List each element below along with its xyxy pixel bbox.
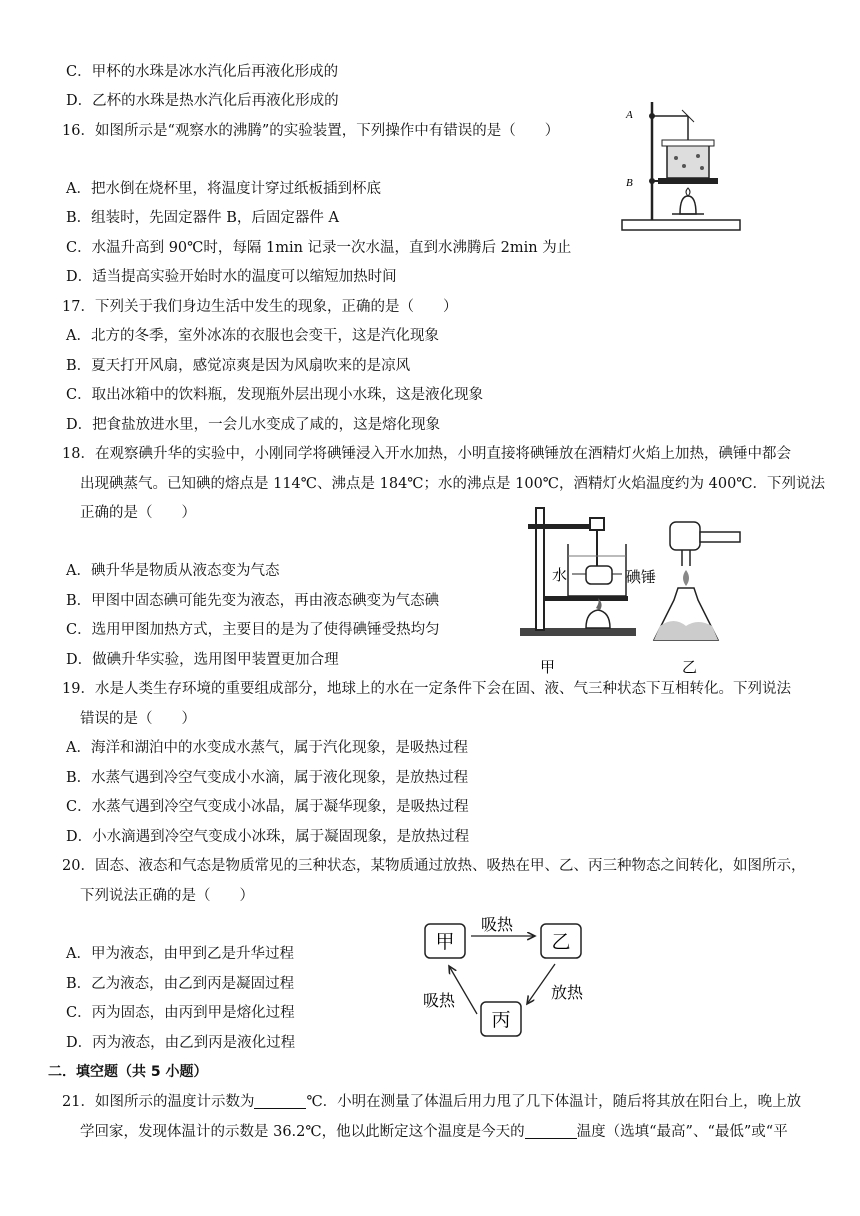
label-release-heat-right: 放热 — [551, 983, 584, 1002]
box-bing-label: 丙 — [491, 1009, 511, 1031]
q20-stem-line2: 下列说法正确的是（ ） — [80, 888, 254, 904]
q18-option-a: A．碘升华是物质从液态变为气态 — [66, 563, 280, 579]
q18-option-b: B．甲图中固态碘可能先变为液态，再由液态碘变为气态碘 — [66, 593, 440, 609]
q16-label-a: A — [626, 109, 633, 121]
q16-option-b: B．组装时，先固定器件 B，后固定器件 A — [66, 210, 339, 226]
q20-state-transition-diagram — [415, 912, 595, 1048]
q19-option-c: C．水蒸气遇到冷空气变成小冰晶，属于凝华现象，是吸热过程 — [66, 799, 469, 815]
section-fill-in-title: 二．填空题（共 5 小题） — [48, 1064, 208, 1080]
q19-stem-line1: 19．水是人类生存环境的重要组成部分，地球上的水在一定条件下会在固、液、气三种状态下互相转化。下列说法 — [62, 681, 791, 697]
q16-boiling-apparatus-figure — [612, 96, 752, 236]
q16-option-a: A．把水倒在烧杯里，将温度计穿过纸板插到杯底 — [66, 181, 381, 197]
q21-text-part3: 学回家，发现体温计的示数是 36.2℃，他以此断定这个温度是今天的 — [80, 1124, 525, 1140]
q17-option-d: D．把食盐放进水里，一会儿水变成了咸的，这是熔化现象 — [66, 417, 441, 433]
q18-label-water: 水 — [552, 566, 568, 584]
q16-label-b: B — [626, 177, 633, 189]
q15-option-d: D．乙杯的水珠是热水汽化后再液化形成的 — [66, 93, 339, 109]
q18-option-c: C．选用甲图加热方式，主要目的是为了使得碘锤受热均匀 — [66, 622, 440, 638]
q19-option-b: B．水蒸气遇到冷空气变成小水滴，属于液化现象，是放热过程 — [66, 770, 469, 786]
q18-option-d: D．做碘升华实验，选用图甲装置更加合理 — [66, 652, 339, 668]
q17-option-c: C．取出冰箱中的饮料瓶，发现瓶外层出现小水珠，这是液化现象 — [66, 387, 484, 403]
label-absorb-heat-top: 吸热 — [481, 915, 514, 934]
q21-blank-1[interactable] — [254, 1092, 306, 1109]
q15-option-c: C．甲杯的水珠是冰水汽化后再液化形成的 — [66, 64, 339, 80]
q20-option-d: D．丙为液态，由乙到丙是液化过程 — [66, 1035, 296, 1051]
q16-stem: 16．如图所示是“观察水的沸腾”的实验装置，下列操作中有错误的是（ ） — [62, 123, 560, 139]
q19-option-a: A．海洋和湖泊中的水变成水蒸气，属于汽化现象，是吸热过程 — [66, 740, 468, 756]
q21-blank-2[interactable] — [525, 1122, 577, 1139]
q21-text-part2: ℃．小明在测量了体温后用力甩了几下体温计，随后将其放在阳台上，晚上放 — [306, 1094, 802, 1110]
q18-stem-line1: 18．在观察碘升华的实验中，小刚同学将碘锤浸入开水加热，小明直接将碘锤放在酒精灯火焰上加热，碘锤中都会 — [62, 446, 791, 462]
box-yi-label: 乙 — [551, 931, 571, 953]
q17-stem: 17．下列关于我们身边生活中发生的现象，正确的是（ ） — [62, 299, 458, 315]
q16-option-c: C．水温升高到 90℃时，每隔 1min 记录一次水温，直到水沸腾后 2min 为止 — [66, 240, 572, 256]
q16-option-d: D．适当提高实验开始时水的温度可以缩短加热时间 — [66, 269, 397, 285]
q18-label-iodine-hammer: 碘锤 — [626, 568, 657, 586]
q18-iodine-apparatus-figure — [514, 500, 750, 680]
box-jia-label: 甲 — [435, 931, 455, 953]
q20-option-c: C．丙为固态，由丙到甲是熔化过程 — [66, 1005, 295, 1021]
q20-option-a: A．甲为液态，由甲到乙是升华过程 — [66, 946, 294, 962]
q21-line1 — [62, 1092, 801, 1112]
q20-option-b: B．乙为液态，由乙到丙是凝固过程 — [66, 976, 295, 992]
q18-label-yi: 乙 — [682, 658, 698, 676]
q19-stem-line2: 错误的是（ ） — [80, 711, 196, 727]
q18-stem-line2: 出现碘蒸气。已知碘的熔点是 114℃、沸点是 184℃；水的沸点是 100℃，酒精灯火焰温度约为 400℃．下列说法 — [80, 476, 826, 492]
q19-option-d: D．小水滴遇到冷空气变成小冰珠，属于凝固现象，是放热过程 — [66, 829, 470, 845]
label-absorb-heat-left: 吸热 — [423, 991, 456, 1010]
q18-label-jia: 甲 — [540, 658, 556, 676]
q21-text-part1: 21．如图所示的温度计示数为 — [62, 1094, 255, 1110]
q21-text-part4: 温度（选填“最高”、“最低”或“平 — [576, 1124, 788, 1140]
q17-option-a: A．北方的冬季，室外冰冻的衣服也会变干，这是汽化现象 — [66, 328, 439, 344]
q20-stem-line1: 20．固态、液态和气态是物质常见的三种状态，某物质通过放热、吸热在甲、乙、丙三种物态之间转化，如图所示， — [62, 858, 806, 874]
q21-line2 — [80, 1122, 788, 1142]
q17-option-b: B．夏天打开风扇，感觉凉爽是因为风扇吹来的是凉风 — [66, 358, 411, 374]
q18-stem-line3: 正确的是（ ） — [80, 505, 196, 521]
